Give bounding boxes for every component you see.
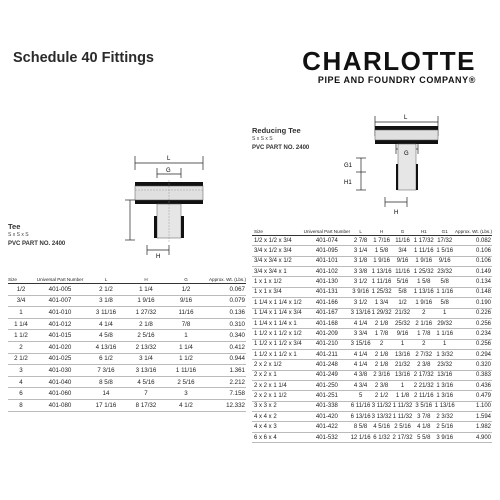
page-title: Schedule 40 Fittings <box>13 50 154 66</box>
table-cell-size: 1 1/2 x 1 1/2 x 1/2 <box>252 329 304 339</box>
table-cell-l: 3 11/16 <box>86 307 126 319</box>
table-row <box>252 412 492 422</box>
table-cell-part-number: 401-025 <box>34 353 86 365</box>
tee-part-number: PVC PART NO. 2400 <box>8 241 66 247</box>
table-cell-l: 4 5/8 <box>86 330 126 342</box>
table-cell-size: 3 x 3 x 2 <box>252 401 304 411</box>
table-cell-l: 3 9/16 <box>350 287 371 297</box>
table-cell-h: 2 1/8 <box>126 318 166 330</box>
tee-caption <box>8 222 65 247</box>
table-cell-l: 2 1/2 <box>86 284 126 296</box>
table-cell-l: 3 1/2 <box>350 298 371 308</box>
table-cell-weight: 0.320 <box>455 360 492 370</box>
reducing-tee-caption <box>252 126 309 151</box>
table-row <box>8 295 246 307</box>
table-cell-h: 6 1/32 <box>371 432 392 442</box>
table-cell-part-number: 401-095 <box>304 246 350 256</box>
table-cell-weight: 0.106 <box>455 246 492 256</box>
table-cell-weight: 0.226 <box>455 308 492 318</box>
table-cell-size: 2 <box>8 341 34 353</box>
table-cell-g: 1 <box>166 330 206 342</box>
reducing-tee-dim-L: L <box>404 115 408 121</box>
table-cell-size: 3/4 x 1/2 x 3/4 <box>252 246 304 256</box>
table-cell-size: 1 1/4 x 1 1/4 x 1 <box>252 318 304 328</box>
col-l: L <box>350 222 371 236</box>
reducing-tee-diagram <box>340 110 490 220</box>
table-cell-g1: 5/8 <box>434 298 454 308</box>
table-cell-size: 8 <box>8 399 34 411</box>
table-cell-g1: 29/32 <box>434 318 454 328</box>
table-row <box>252 339 492 349</box>
table-cell-h1: 2 21/32 <box>413 381 434 391</box>
table-cell-weight: 0.383 <box>455 370 492 380</box>
table-cell-part-number: 401-209 <box>304 329 350 339</box>
table-row <box>252 256 492 266</box>
table-cell-h: 7 <box>126 388 166 400</box>
table-cell-h: 2 5/16 <box>126 330 166 342</box>
table-header-row <box>8 262 246 284</box>
table-cell-part-number: 401-101 <box>304 256 350 266</box>
table-cell-part-number: 401-168 <box>304 318 350 328</box>
table-cell-size: 1 1/4 x 1 1/4 x 1/2 <box>252 298 304 308</box>
table-cell-size: 3/4 x 3/4 x 1 <box>252 267 304 277</box>
table-cell-size: 3/4 x 3/4 x 1/2 <box>252 256 304 266</box>
table-cell-h1: 3 5/16 <box>413 401 434 411</box>
table-cell-l: 4 1/4 <box>86 318 126 330</box>
table-cell-part-number: 401-030 <box>34 365 86 377</box>
table-cell-part-number: 401-422 <box>304 422 350 432</box>
table-cell-l: 14 <box>86 388 126 400</box>
table-cell-l: 2 7/8 <box>350 236 371 246</box>
table-cell-weight: 0.134 <box>455 277 492 287</box>
table-cell-part-number: 401-130 <box>304 277 350 287</box>
table-cell-g: 2 17/32 <box>392 432 413 442</box>
table-cell-weight: 1.100 <box>455 401 492 411</box>
table-cell-g1: 23/32 <box>434 360 454 370</box>
table-row <box>252 236 492 246</box>
table-cell-size: 3 <box>8 365 34 377</box>
table-cell-part-number: 401-251 <box>304 391 350 401</box>
table-row <box>8 353 246 365</box>
table-cell-h: 3 13/32 <box>371 412 392 422</box>
table-cell-size: 1 1/2 <box>8 330 34 342</box>
table-cell-l: 4 3/8 <box>350 370 371 380</box>
table-cell-h: 2 1/8 <box>371 318 392 328</box>
table-row <box>252 370 492 380</box>
table-cell-h: 1 9/16 <box>126 295 166 307</box>
table-cell-h: 2 13/32 <box>126 341 166 353</box>
table-cell-size: 6 x 6 x 4 <box>252 432 304 442</box>
table-cell-h1: 1 17/32 <box>413 236 434 246</box>
table-cell-weight: 0.067 <box>206 284 246 296</box>
table-cell-l: 4 3/4 <box>350 381 371 391</box>
table-cell-l: 3 1/8 <box>350 256 371 266</box>
table-cell-h1: 1 7/8 <box>413 329 434 339</box>
tee-dim-L: L <box>167 156 171 162</box>
table-row <box>252 329 492 339</box>
table-cell-part-number: 401-248 <box>304 360 350 370</box>
table-cell-g: 1/2 <box>166 284 206 296</box>
table-cell-weight: 0.479 <box>455 391 492 401</box>
table-row <box>8 376 246 388</box>
table-cell-l: 6 1/2 <box>86 353 126 365</box>
table-cell-g: 1 1/8 <box>392 391 413 401</box>
col-g: G <box>392 222 413 236</box>
table-cell-size: 2 x 2 x 1 <box>252 370 304 380</box>
col-h: H <box>126 262 166 284</box>
table-cell-g1: 1 13/16 <box>434 401 454 411</box>
table-cell-weight: 0.149 <box>455 267 492 277</box>
table-row <box>8 365 246 377</box>
table-cell-h: 1 9/16 <box>371 256 392 266</box>
table-cell-l: 8 5/8 <box>350 422 371 432</box>
col-part-number: Universal Part Number <box>34 262 86 284</box>
brand-tagline: PIPE AND FOUNDRY COMPANY® <box>317 75 476 85</box>
table-cell-g: 2 5/16 <box>392 422 413 432</box>
tee-dimensions-table <box>8 262 246 412</box>
table-cell-g: 1 11/32 <box>392 401 413 411</box>
table-row <box>252 246 492 256</box>
table-cell-size: 1 1/2 x 1 1/2 x 1 <box>252 349 304 359</box>
table-cell-l: 4 1/4 <box>350 349 371 359</box>
tee-diagram <box>95 150 245 260</box>
table-cell-h: 8 17/32 <box>126 399 166 411</box>
table-cell-l: 4 1/4 <box>350 318 371 328</box>
table-cell-g: 3/4 <box>392 246 413 256</box>
table-cell-g1: 9/16 <box>434 256 454 266</box>
table-cell-size: 2 x 2 x 1 1/4 <box>252 381 304 391</box>
table-cell-l: 3 3/8 <box>350 267 371 277</box>
table-cell-size: 1 1/4 x 1 1/4 x 3/4 <box>252 308 304 318</box>
table-cell-h1: 5 5/8 <box>413 432 434 442</box>
table-cell-l: 6 13/16 <box>350 412 371 422</box>
table-cell-weight: 12.332 <box>206 399 246 411</box>
reducing-tee-dim-H: H <box>394 210 399 216</box>
table-cell-l: 8 5/8 <box>86 376 126 388</box>
table-cell-h1: 2 3/8 <box>413 360 434 370</box>
table-cell-h1: 1 5/8 <box>413 277 434 287</box>
table-row <box>8 318 246 330</box>
table-cell-h1: 2 17/32 <box>413 370 434 380</box>
brand-name: CHARLOTTE <box>302 46 476 76</box>
table-cell-g: 4 1/2 <box>166 399 206 411</box>
table-cell-weight: 7.158 <box>206 388 246 400</box>
table-cell-h1: 1 13/16 <box>413 287 434 297</box>
col-h: H <box>371 222 392 236</box>
table-cell-h: 4 5/16 <box>126 376 166 388</box>
table-cell-l: 5 <box>350 391 371 401</box>
table-row <box>252 360 492 370</box>
table-cell-g: 5/16 <box>392 277 413 287</box>
table-cell-g1: 5/8 <box>434 277 454 287</box>
table-cell-h: 1 7/8 <box>371 329 392 339</box>
table-cell-l: 3 3/4 <box>350 329 371 339</box>
table-cell-h: 1 7/16 <box>371 236 392 246</box>
table-cell-h: 2 1/8 <box>371 349 392 359</box>
reducing-tee-part-number: PVC PART NO. 2400 <box>252 145 310 151</box>
reducing-tee-dim-G: G <box>404 151 409 157</box>
table-cell-weight: 0.082 <box>455 236 492 246</box>
col-size: Size <box>8 262 34 284</box>
table-row <box>252 318 492 328</box>
table-cell-h: 2 1/2 <box>371 391 392 401</box>
table-cell-weight: 0.256 <box>455 318 492 328</box>
table-cell-h1: 1 9/16 <box>413 298 434 308</box>
col-size: Size <box>252 222 304 236</box>
tee-size: S x S x S <box>8 232 29 238</box>
table-row <box>8 284 246 296</box>
table-cell-size: 1/2 x 1/2 x 3/4 <box>252 236 304 246</box>
table-cell-h1: 2 7/32 <box>413 349 434 359</box>
reducing-tee-dim-G1: G1 <box>344 163 353 169</box>
table-row <box>8 341 246 353</box>
table-row <box>252 308 492 318</box>
tee-dim-G: G <box>166 168 171 174</box>
table-cell-g: 9/16 <box>392 329 413 339</box>
table-row <box>252 422 492 432</box>
col-weight: Approx. Wt. (Lbs.) <box>206 262 246 284</box>
table-cell-g: 1 <box>392 339 413 349</box>
table-cell-size: 6 <box>8 388 34 400</box>
table-cell-h: 1 25/32 <box>371 287 392 297</box>
table-cell-g1: 3 9/16 <box>434 432 454 442</box>
table-row <box>8 399 246 411</box>
table-cell-g: 21/32 <box>392 360 413 370</box>
table-cell-l: 3 15/16 <box>350 339 371 349</box>
table-cell-h: 4 5/16 <box>371 422 392 432</box>
brand-block <box>302 48 476 85</box>
col-weight: Approx. Wt. (Lbs.) <box>455 222 492 236</box>
col-l: L <box>86 262 126 284</box>
table-cell-g: 2 5/16 <box>166 376 206 388</box>
table-cell-part-number: 401-010 <box>34 307 86 319</box>
table-cell-weight: 0.136 <box>206 307 246 319</box>
table-cell-h: 2 3/8 <box>371 381 392 391</box>
table-cell-part-number: 401-338 <box>304 401 350 411</box>
table-cell-h1: 1 11/16 <box>413 246 434 256</box>
table-cell-h: 1 13/16 <box>371 267 392 277</box>
table-cell-h1: 2 <box>413 339 434 349</box>
table-cell-l: 7 3/16 <box>86 365 126 377</box>
table-cell-l: 6 11/16 <box>350 401 371 411</box>
table-cell-g1: 1 1/16 <box>434 287 454 297</box>
table-cell-h1: 2 1/16 <box>413 318 434 328</box>
table-cell-g: 1 <box>392 381 413 391</box>
table-cell-weight: 1.594 <box>455 412 492 422</box>
table-cell-g1: 13/16 <box>434 370 454 380</box>
table-cell-g: 9/16 <box>392 256 413 266</box>
table-cell-g1: 1 3/16 <box>434 381 454 391</box>
table-cell-weight: 0.256 <box>455 339 492 349</box>
table-cell-weight: 0.234 <box>455 329 492 339</box>
table-cell-weight: 4.900 <box>455 432 492 442</box>
table-row <box>252 298 492 308</box>
table-row <box>252 381 492 391</box>
table-cell-h1: 4 1/8 <box>413 422 434 432</box>
table-cell-g: 1 1/2 <box>166 353 206 365</box>
table-cell-part-number: 401-074 <box>304 236 350 246</box>
table-cell-weight: 1.982 <box>455 422 492 432</box>
table-cell-part-number: 401-211 <box>304 349 350 359</box>
table-cell-part-number: 401-420 <box>304 412 350 422</box>
table-cell-part-number: 401-080 <box>34 399 86 411</box>
table-cell-g: 1 11/32 <box>392 412 413 422</box>
table-cell-g: 5/8 <box>392 287 413 297</box>
table-cell-l: 17 1/16 <box>86 399 126 411</box>
table-cell-l: 4 1/4 <box>350 360 371 370</box>
table-cell-h: 2 3/16 <box>371 370 392 380</box>
col-g1: G1 <box>434 222 454 236</box>
table-cell-weight: 0.148 <box>455 287 492 297</box>
table-row <box>252 391 492 401</box>
col-g: G <box>166 262 206 284</box>
table-cell-g: 9/16 <box>166 295 206 307</box>
table-cell-g: 11/16 <box>166 307 206 319</box>
table-cell-g: 7/8 <box>166 318 206 330</box>
table-cell-weight: 0.294 <box>455 349 492 359</box>
table-cell-g: 1 1/4 <box>166 341 206 353</box>
table-cell-weight: 2.212 <box>206 376 246 388</box>
table-cell-g1: 1 3/16 <box>434 391 454 401</box>
table-cell-size: 1 1/2 x 1 1/2 x 3/4 <box>252 339 304 349</box>
table-cell-part-number: 401-250 <box>304 381 350 391</box>
table-cell-size: 1 x 1 x 1/2 <box>252 277 304 287</box>
table-cell-h1: 2 11/16 <box>413 391 434 401</box>
table-cell-g: 25/32 <box>392 318 413 328</box>
table-cell-size: 1 <box>8 307 34 319</box>
table-cell-h: 1 3/4 <box>371 298 392 308</box>
table-row <box>252 267 492 277</box>
table-row <box>8 307 246 319</box>
table-cell-size: 2 1/2 <box>8 353 34 365</box>
table-cell-part-number: 401-167 <box>304 308 350 318</box>
table-cell-g1: 23/32 <box>434 267 454 277</box>
table-cell-part-number: 401-166 <box>304 298 350 308</box>
table-cell-part-number: 401-007 <box>34 295 86 307</box>
table-cell-g: 13/16 <box>392 349 413 359</box>
table-cell-g: 21/32 <box>392 308 413 318</box>
table-cell-h: 1 1/4 <box>126 284 166 296</box>
table-cell-g1: 2 3/32 <box>434 412 454 422</box>
table-header-row <box>252 222 492 236</box>
table-cell-h: 2 <box>371 339 392 349</box>
table-cell-g1: 1 5/16 <box>434 246 454 256</box>
table-cell-weight: 0.079 <box>206 295 246 307</box>
table-cell-h: 3 13/16 <box>126 365 166 377</box>
table-cell-g: 3 <box>166 388 206 400</box>
table-cell-size: 2 x 2 x 1/2 <box>252 360 304 370</box>
table-cell-part-number: 401-102 <box>304 267 350 277</box>
table-cell-h: 2 1/8 <box>371 360 392 370</box>
table-cell-weight: 0.190 <box>455 298 492 308</box>
table-cell-part-number: 401-040 <box>34 376 86 388</box>
table-cell-size: 1/2 <box>8 284 34 296</box>
tee-title: Tee <box>8 222 21 231</box>
table-cell-g: 13/16 <box>392 370 413 380</box>
table-cell-g1: 2 5/16 <box>434 422 454 432</box>
table-cell-part-number: 401-249 <box>304 370 350 380</box>
table-cell-l: 3 13/16 <box>350 308 371 318</box>
table-cell-g: 1 11/16 <box>166 365 206 377</box>
table-cell-h1: 1 25/32 <box>413 267 434 277</box>
table-cell-weight: 0.412 <box>206 341 246 353</box>
table-row <box>252 432 492 442</box>
table-cell-l: 12 1/16 <box>350 432 371 442</box>
table-cell-l: 4 13/16 <box>86 341 126 353</box>
table-row <box>252 287 492 297</box>
table-cell-l: 3 1/4 <box>350 246 371 256</box>
table-cell-part-number: 401-012 <box>34 318 86 330</box>
table-cell-g1: 1 <box>434 339 454 349</box>
table-cell-weight: 0.106 <box>455 256 492 266</box>
table-cell-part-number: 401-060 <box>34 388 86 400</box>
table-cell-h1: 2 <box>413 308 434 318</box>
table-cell-part-number: 401-020 <box>34 341 86 353</box>
table-row <box>8 330 246 342</box>
table-cell-h1: 1 9/16 <box>413 256 434 266</box>
table-cell-size: 4 <box>8 376 34 388</box>
table-cell-h: 1 11/16 <box>371 277 392 287</box>
table-cell-size: 1 1/4 <box>8 318 34 330</box>
table-row <box>252 401 492 411</box>
table-cell-h1: 3 7/8 <box>413 412 434 422</box>
reducing-tee-title: Reducing Tee <box>252 126 301 135</box>
table-row <box>8 388 246 400</box>
table-cell-g: 11/16 <box>392 267 413 277</box>
table-row <box>252 349 492 359</box>
reducing-tee-size: S x S x S <box>252 136 273 142</box>
table-cell-h: 1 29/32 <box>371 308 392 318</box>
col-h1: H1 <box>413 222 434 236</box>
reducing-tee-dimensions-table <box>252 222 492 443</box>
table-cell-g: 1/2 <box>392 298 413 308</box>
table-cell-h: 1 5/8 <box>371 246 392 256</box>
table-cell-part-number: 401-210 <box>304 339 350 349</box>
table-cell-part-number: 401-015 <box>34 330 86 342</box>
table-cell-h: 3 11/32 <box>371 401 392 411</box>
table-cell-weight: 0.340 <box>206 330 246 342</box>
table-cell-part-number: 401-005 <box>34 284 86 296</box>
table-cell-g1: 17/32 <box>434 236 454 246</box>
table-cell-size: 4 x 4 x 2 <box>252 412 304 422</box>
table-cell-size: 3/4 <box>8 295 34 307</box>
table-cell-weight: 0.436 <box>455 381 492 391</box>
table-cell-l: 3 1/8 <box>86 295 126 307</box>
table-cell-g: 11/16 <box>392 236 413 246</box>
table-cell-g1: 1 3/32 <box>434 349 454 359</box>
table-cell-size: 2 x 2 x 1 1/2 <box>252 391 304 401</box>
table-cell-weight: 1.361 <box>206 365 246 377</box>
table-cell-part-number: 401-532 <box>304 432 350 442</box>
table-cell-weight: 0.944 <box>206 353 246 365</box>
table-cell-h: 3 1/4 <box>126 353 166 365</box>
table-cell-g1: 1 <box>434 308 454 318</box>
tee-dim-H: H <box>156 254 161 260</box>
table-cell-h: 1 27/32 <box>126 307 166 319</box>
table-cell-g1: 1 1/16 <box>434 329 454 339</box>
table-cell-size: 1 x 1 x 3/4 <box>252 287 304 297</box>
table-cell-weight: 0.310 <box>206 318 246 330</box>
col-part-number: Universal Part Number <box>304 222 350 236</box>
table-row <box>252 277 492 287</box>
reducing-tee-dim-H1: H1 <box>344 180 352 186</box>
table-cell-size: 4 x 4 x 3 <box>252 422 304 432</box>
table-cell-l: 3 1/2 <box>350 277 371 287</box>
table-cell-part-number: 401-131 <box>304 287 350 297</box>
